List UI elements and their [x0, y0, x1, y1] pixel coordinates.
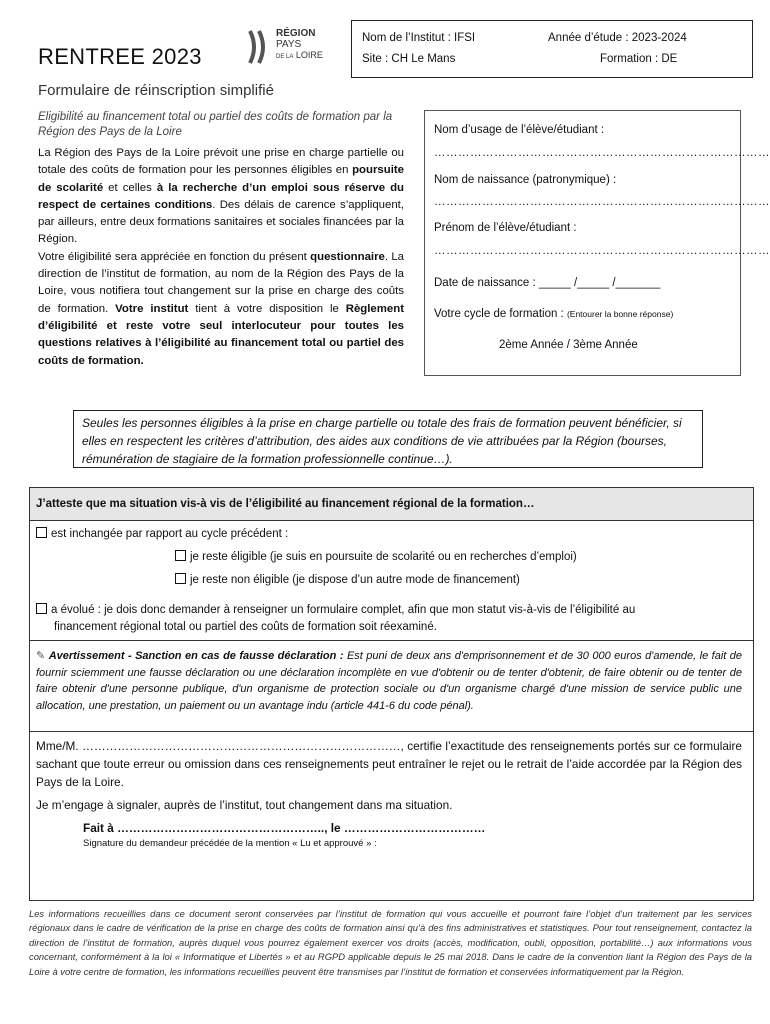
option-not-eligible[interactable]: je reste non éligible (je dispose d’un autre mode de financement)	[175, 573, 520, 586]
usage-name-field[interactable]: …………………………………………………………………………	[434, 147, 770, 159]
attestation-table	[29, 487, 754, 901]
checkbox-eligible[interactable]	[175, 550, 186, 561]
formation-type: Formation : DE	[600, 53, 678, 65]
option-unchanged[interactable]: est inchangée par rapport au cycle précédent :	[36, 527, 288, 540]
option-evolved[interactable]: a évolué : je dois donc demander à renseigner un formulaire complet, afin que mon statut vis-à-vis de l’éligibilité au	[36, 603, 635, 616]
first-name-field[interactable]: …………………………………………………………………………	[434, 245, 770, 257]
pencil-icon: ✎	[36, 650, 46, 662]
option-evolved-continued: financement régional total ou partiel des coûts de formation soit réexaminé.	[54, 621, 437, 633]
certification-text[interactable]: Mme/M. ………………………………………………………………………, certifie l’exactitude des renseignements portés sur ce formulaire sachant que toute erreur ou omission dans ces renseignements peut entraîner le rejet ou le retrait de l’aide accordée par la Région des Pays de la Loire.	[36, 739, 742, 789]
warning-title: Avertissement - Sanction en cas de fausse déclaration :	[48, 650, 344, 662]
study-year: Année d’étude : 2023-2024	[548, 32, 687, 44]
signature-label: Signature du demandeur précédée de la mention « Lu et approuvé » :	[83, 838, 377, 849]
birth-name-label: Nom de naissance (patronymique) :	[434, 174, 617, 186]
logo-line-1: RÉGION	[276, 28, 316, 39]
region-logo	[246, 28, 326, 66]
aid-notice-box: Seules les personnes éligibles à la prise en charge partielle ou totale des frais de formation peuvent bénéficier, si elles en respectent les critères d’attribution, des aides aux conditions de vie attribuées par la Région (bourses, rémunération de stagiaire de la formation professionnelle continue…).	[73, 410, 703, 468]
birth-name-field[interactable]: …………………………………………………………………………	[434, 196, 770, 208]
option-eligible[interactable]: je reste éligible (je suis en poursuite de scolarité ou en recherches d’emploi)	[175, 550, 577, 563]
institute-site: Site : CH Le Mans	[362, 53, 456, 65]
first-name-label: Prénom de l’élève/étudiant :	[434, 222, 577, 234]
eligibility-heading: Eligibilité au financement total ou partiel des coûts de formation par la Région des Pays de la Loire	[38, 111, 393, 138]
cycle-label: Votre cycle de formation : (Entourer la bonne réponse)	[434, 308, 674, 320]
page-title: RENTREE 2023	[38, 44, 202, 69]
region-logo-mark-icon	[246, 28, 274, 66]
student-identity-box	[424, 110, 770, 376]
divider	[30, 731, 753, 732]
eligibility-text: La Région des Pays de la Loire prévoit une prise en charge partielle ou totale des coûts de formation pour les personnes éligibles en poursuite de scolarité et celles à la recherche d’un emploi sous réserve du respect de certaines conditions. Des délais de carence s’appliquent, par ailleurs, entre deux formations sanitaires et sociales financées par la Région. Votre éligibilité sera appréciée en fonction du présent questionnaire. La direction de l’institut de formation, au nom de la Région des Pays de la Loire, vous notifiera tout changement sur la prise en charge des coûts de formation. Votre institut tient à votre disposition le Règlement d’éligibilité et reste votre seul interlocuteur pour toutes les questions relatives à l’éligibilité au financement total ou partiel des coûts de formation.	[38, 147, 405, 367]
region-logo-text	[276, 28, 323, 62]
usage-name-label: Nom d’usage de l’élève/étudiant :	[434, 124, 605, 136]
checkbox-not-eligible[interactable]	[175, 573, 186, 584]
checkbox-evolved[interactable]	[36, 603, 47, 614]
logo-line-2: PAYS	[276, 39, 302, 50]
certification-section	[36, 737, 742, 850]
attestation-heading: J’atteste que ma situation vis-à vis de l’éligibilité au financement régional de la formation…	[30, 488, 753, 521]
logo-line-3: DE LA	[276, 54, 294, 60]
commitment-text: Je m’engage à signaler, auprès de l’institut, tout changement dans ma situation.	[36, 798, 453, 812]
privacy-footer: Les informations recueillies dans ce document seront conservées par l’institut de formation qui vous accueille et pourront faire l’objet d’un traitement par les services régionaux dans le cadre de vérification de la prise en charge des coûts de formation ainsi qu’à des fins administratives et statistiques. Pour tout renseignement, contactez la direction de l’institut de formation, auprès duquel vous pourrez également exercer vos droits (accès, modification, oubli, opposition, portabilité…) aux informations vous concernant, conformément à la loi « Informatique et Libertés » et au RGPD applicable depuis le 25 mai 2018. Dans le cadre de la convention liant la Région des Pays de la Loire à votre centre de formation, les informations recueillies peuvent être transmises par l’institut de formation et conservées informatiquement par la Région.	[29, 908, 752, 977]
institute-name: Nom de l’Institut : IFSI	[362, 32, 476, 44]
warning-notice: ✎ Avertissement - Sanction en cas de fausse déclaration : Est puni de deux ans d'emprisonnement et de 30 000 euros d'amende, le fait de fournir sciemment une fausse déclaration ou une déclaration incomplète en vue d'obtenir ou de tenter d'obtenir, de faire obtenir ou de tenter de faire obtenir d'une personne publique, d'un organisme de protection sociale ou d'un organisme chargé d'une mission de service public une allocation, une prestation, un paiement ou un avantage indu (article 441-6 du code pénal).	[36, 650, 743, 712]
cycle-options[interactable]: 2ème Année / 3ème Année	[499, 339, 638, 351]
logo-line-4: LOIRE	[295, 50, 323, 60]
divider	[30, 640, 753, 641]
institute-info-box	[351, 20, 753, 78]
page-subtitle: Formulaire de réinscription simplifié	[38, 82, 274, 99]
place-date-field[interactable]: Fait à …………………………………………….., le ………………………………	[83, 821, 486, 835]
cycle-hint: (Entourer la bonne réponse)	[566, 309, 674, 319]
birth-date-field[interactable]: Date de naissance : _____ /_____ /_______	[434, 277, 661, 289]
checkbox-unchanged[interactable]	[36, 527, 47, 538]
